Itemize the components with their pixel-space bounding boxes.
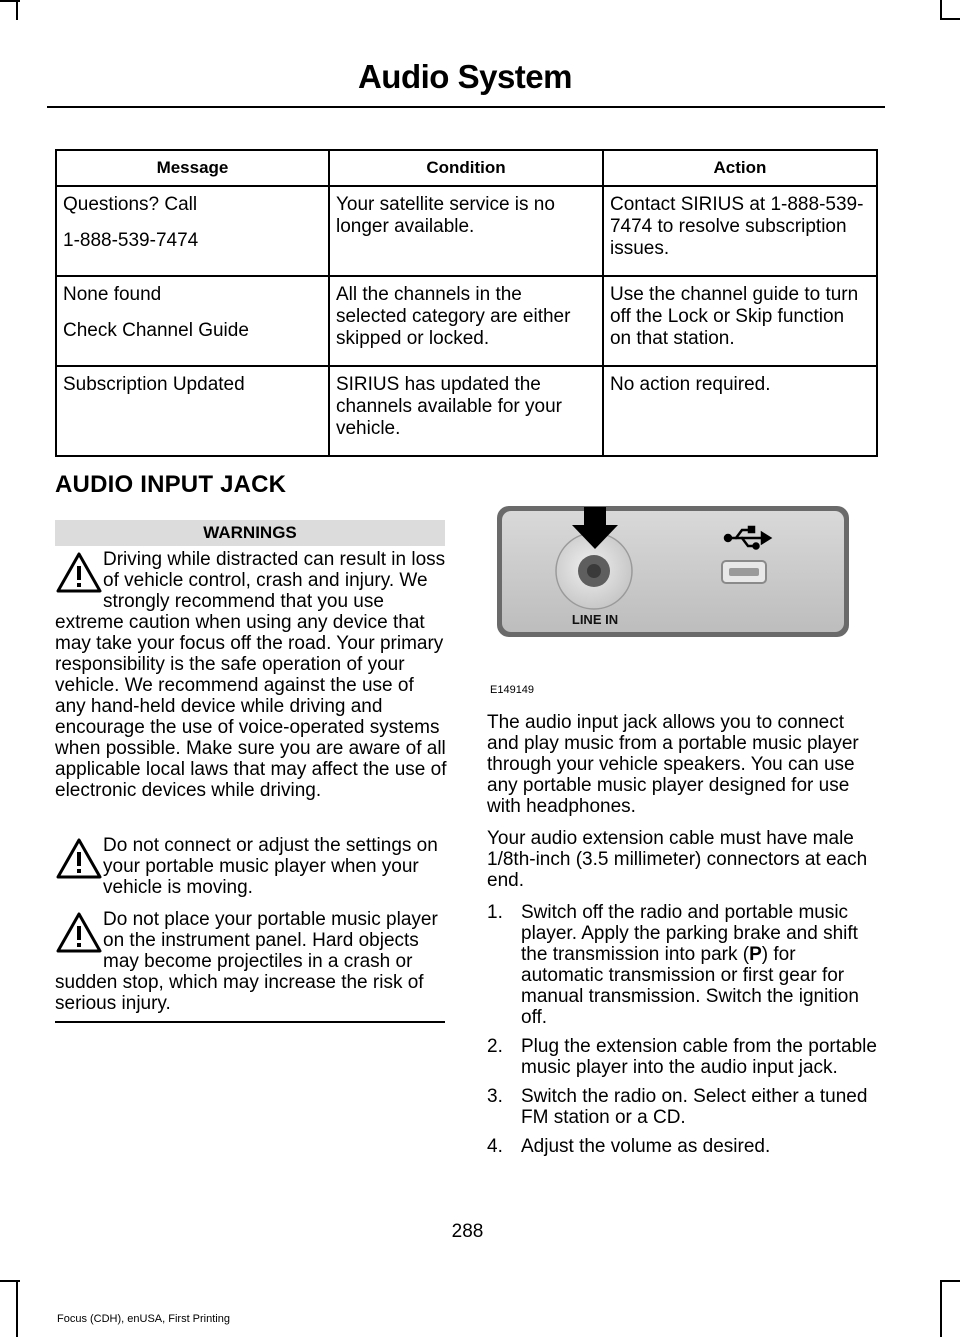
page-number: 288 — [451, 1221, 484, 1242]
action-cell: No action required. — [603, 366, 877, 456]
warning-item — [55, 909, 447, 1014]
warnings-end-rule — [55, 1021, 445, 1023]
message-line: None found — [63, 284, 162, 305]
message-line: Check Channel Guide — [63, 320, 249, 341]
message-table — [55, 149, 878, 457]
header-divider — [47, 106, 885, 108]
cable-paragraph — [487, 828, 880, 891]
message-line: Questions? Call — [63, 194, 198, 215]
warning-triangle-icon — [55, 551, 103, 595]
action-cell: Contact SIRIUS at 1-888-539-7474 to resolve subscription issues. — [603, 186, 877, 276]
table-row — [56, 366, 877, 456]
column-header-condition: Condition — [329, 150, 603, 186]
paragraph: Your audio extension cable must have male 1/8th-inch (3.5 millimeter) connectors at each end. — [487, 828, 868, 891]
step-number: 2. — [487, 1036, 503, 1057]
column-header-action: Action — [603, 150, 877, 186]
section-title: AUDIO INPUT JACK — [55, 471, 287, 498]
step-number: 1. — [487, 902, 503, 923]
crop-mark — [940, 0, 942, 20]
condition-cell: All the channels in the selected category are either skipped or locked. — [329, 276, 603, 366]
table-row — [56, 186, 877, 276]
condition-cell: SIRIUS has updated the channels available for your vehicle. — [329, 366, 603, 456]
message-cell — [56, 186, 329, 276]
warnings-heading: WARNINGS — [55, 520, 445, 546]
warning-item — [55, 835, 447, 898]
list-item — [487, 902, 880, 1028]
step-bold: P — [749, 944, 762, 965]
step-text: Adjust the volume as desired. — [521, 1136, 771, 1157]
crop-mark — [940, 1280, 960, 1282]
list-item — [487, 1086, 880, 1128]
figure-code: E149149 — [490, 684, 535, 696]
table-header-row — [56, 150, 877, 186]
paragraph: The audio input jack allows you to connect and play music from a portable music player through your vehicle speakers. You can use any portable music player designed for use with headphones. — [487, 712, 859, 817]
list-item — [487, 1136, 880, 1157]
page-title: Audio System — [357, 58, 572, 95]
step-text: Switch off the radio and portable music player. Apply the parking brake and shift the transmission into park ( — [521, 902, 858, 965]
step-number: 4. — [487, 1136, 503, 1157]
step-text: Plug the extension cable from the portable music player into the audio input jack. — [521, 1036, 877, 1078]
crop-mark — [940, 1280, 942, 1337]
message-line: Subscription Updated — [63, 374, 245, 395]
footer-text: Focus (CDH), enUSA, First Printing — [57, 1313, 230, 1325]
action-cell: Use the channel guide to turn off the Lock or Skip function on that station. — [603, 276, 877, 366]
warning-text: Do not connect or adjust the settings on your portable music player when your vehicle is moving. — [103, 835, 438, 898]
audio-input-panel-illustration — [496, 505, 850, 638]
step-text: Switch the radio on. Select either a tuned FM station or a CD. — [521, 1086, 868, 1128]
warning-text: Do not place your portable music player on the instrument panel. Hard objects may become projectiles in a crash or sudden stop, which may increase the risk of serious injury. — [55, 909, 438, 1014]
message-line: 1-888-539-7474 — [63, 230, 199, 251]
line-in-label: LINE IN — [571, 612, 619, 627]
warning-triangle-icon — [55, 837, 103, 881]
condition-cell: Your satellite service is no longer available. — [329, 186, 603, 276]
crop-mark — [16, 0, 18, 20]
step-number: 3. — [487, 1086, 503, 1107]
intro-paragraph — [487, 712, 880, 817]
crop-mark — [16, 1280, 18, 1337]
table-row — [56, 276, 877, 366]
crop-mark — [940, 18, 960, 20]
message-cell — [56, 366, 329, 456]
list-item — [487, 1036, 880, 1078]
column-header-message: Message — [56, 150, 329, 186]
warning-item — [55, 549, 447, 801]
step-text-tail: ) for automatic transmission or first gear for manual transmission. Switch the ignition off. — [521, 944, 859, 1028]
warning-text: Driving while distracted can result in loss of vehicle control, crash and injury. We strongly recommend that you use extreme caution when using any device that may take your focus off the road. Your primary responsibility is the safe operation of your vehicle. We recommend against the use of any hand-held device while driving and encourage the use of voice-operated systems when possible. Make sure you are aware of all applicable local laws that may affect the use of electronic devices while driving. — [55, 549, 447, 801]
message-cell — [56, 276, 329, 366]
warning-triangle-icon — [55, 911, 103, 955]
steps-list — [487, 902, 880, 1165]
usb-port-icon — [722, 561, 766, 583]
